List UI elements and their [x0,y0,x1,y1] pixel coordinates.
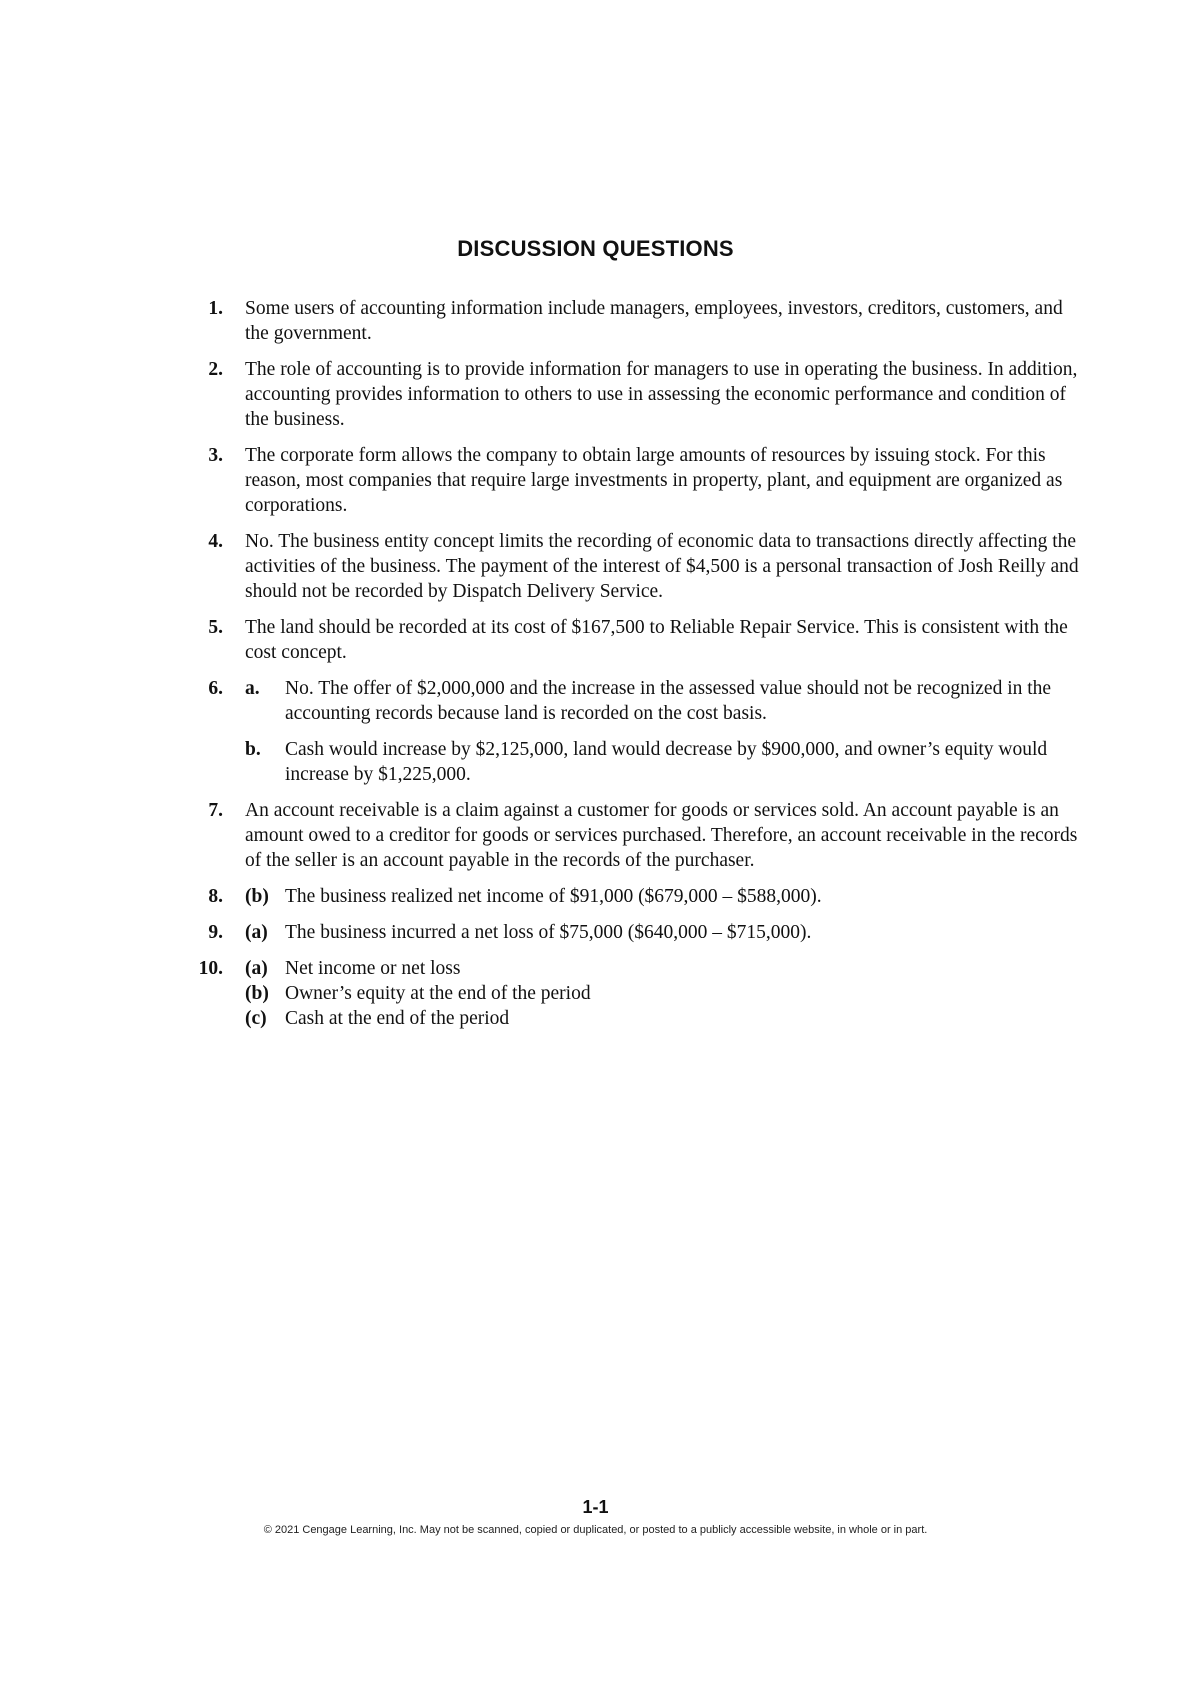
discussion-questions-list [185,296,1085,1042]
sub-answer-letter: b. [245,739,261,760]
question-number: 9. [208,922,223,943]
question-sub-answer [245,1006,1085,1031]
question-item [185,676,1085,787]
question-number: 8. [208,886,223,907]
question-item [185,296,1085,346]
question-item [185,529,1085,604]
question-number: 7. [208,800,223,821]
sub-answer-letter: (a) [245,922,268,943]
sub-answer-letter: (b) [245,983,269,1004]
question-answer-text: No. The business entity concept limits the recording of economic data to transactions directly affecting the activities of the business. The payment of the interest of $4,500 is a personal transaction of Josh Reilly and should not be recorded by Dispatch Delivery Service. [245,531,1079,602]
question-number: 2. [208,359,223,380]
sub-answer-letter: (b) [245,886,269,907]
sub-answer-letter: (a) [245,958,268,979]
question-answer-text: The corporate form allows the company to obtain large amounts of resources by issuing stock. For this reason, most companies that require large investments in property, plant, and equipment are organized as corporations. [245,445,1063,516]
question-number: 10. [198,958,223,979]
question-sub-answer [245,737,1085,787]
question-sub-answer [245,884,1085,909]
question-item [185,357,1085,432]
question-number: 4. [208,531,223,552]
page-title: DISCUSSION QUESTIONS [457,236,734,261]
question-item [185,798,1085,873]
question-sub-answer [245,981,1085,1006]
sub-answer-text: No. The offer of $2,000,000 and the increase in the assessed value should not be recognized in the accounting records because land is recorded on the cost basis. [285,678,1052,724]
question-item [185,956,1085,1031]
sub-answer-letter: (c) [245,1008,267,1029]
question-item [185,443,1085,518]
question-sub-answer [245,920,1085,945]
question-sub-answer [245,676,1085,726]
question-sub-answer [245,956,1085,981]
question-number: 1. [208,298,223,319]
question-item [185,920,1085,945]
question-number: 3. [208,445,223,466]
sub-answer-text: The business incurred a net loss of $75,000 ($640,000 – $715,000). [285,922,812,943]
question-number: 6. [208,678,223,699]
question-answer-text: Some users of accounting information include managers, employees, investors, creditors, customers, and the government. [245,298,1063,344]
sub-answer-text: Net income or net loss [285,958,461,979]
question-answer-text: An account receivable is a claim against a customer for goods or services sold. An account payable is an amount owed to a creditor for goods or services purchased. Therefore, an account receivable in the records of the seller is an account payable in the records of the purchaser. [245,800,1078,871]
question-item [185,615,1085,665]
question-answer-text: The land should be recorded at its cost of $167,500 to Reliable Repair Service. This is consistent with the cost concept. [245,617,1068,663]
question-number: 5. [208,617,223,638]
question-answer-text: The role of accounting is to provide information for managers to use in operating the business. In addition, accounting provides information to others to use in assessing the economic performance and condition of the business. [245,359,1078,430]
page-number: 1-1 [582,1497,609,1517]
copyright-notice: © 2021 Cengage Learning, Inc. May not be scanned, copied or duplicated, or posted to a publicly accessible website, in whole or in part. [263,1524,928,1536]
sub-answer-text: Cash at the end of the period [285,1008,510,1029]
sub-answer-text: The business realized net income of $91,000 ($679,000 – $588,000). [285,886,822,907]
sub-answer-text: Cash would increase by $2,125,000, land would decrease by $900,000, and owner’s equity would increase by $1,225,000. [285,739,1048,785]
sub-answer-letter: a. [245,678,260,699]
question-item [185,884,1085,909]
sub-answer-text: Owner’s equity at the end of the period [285,983,591,1004]
